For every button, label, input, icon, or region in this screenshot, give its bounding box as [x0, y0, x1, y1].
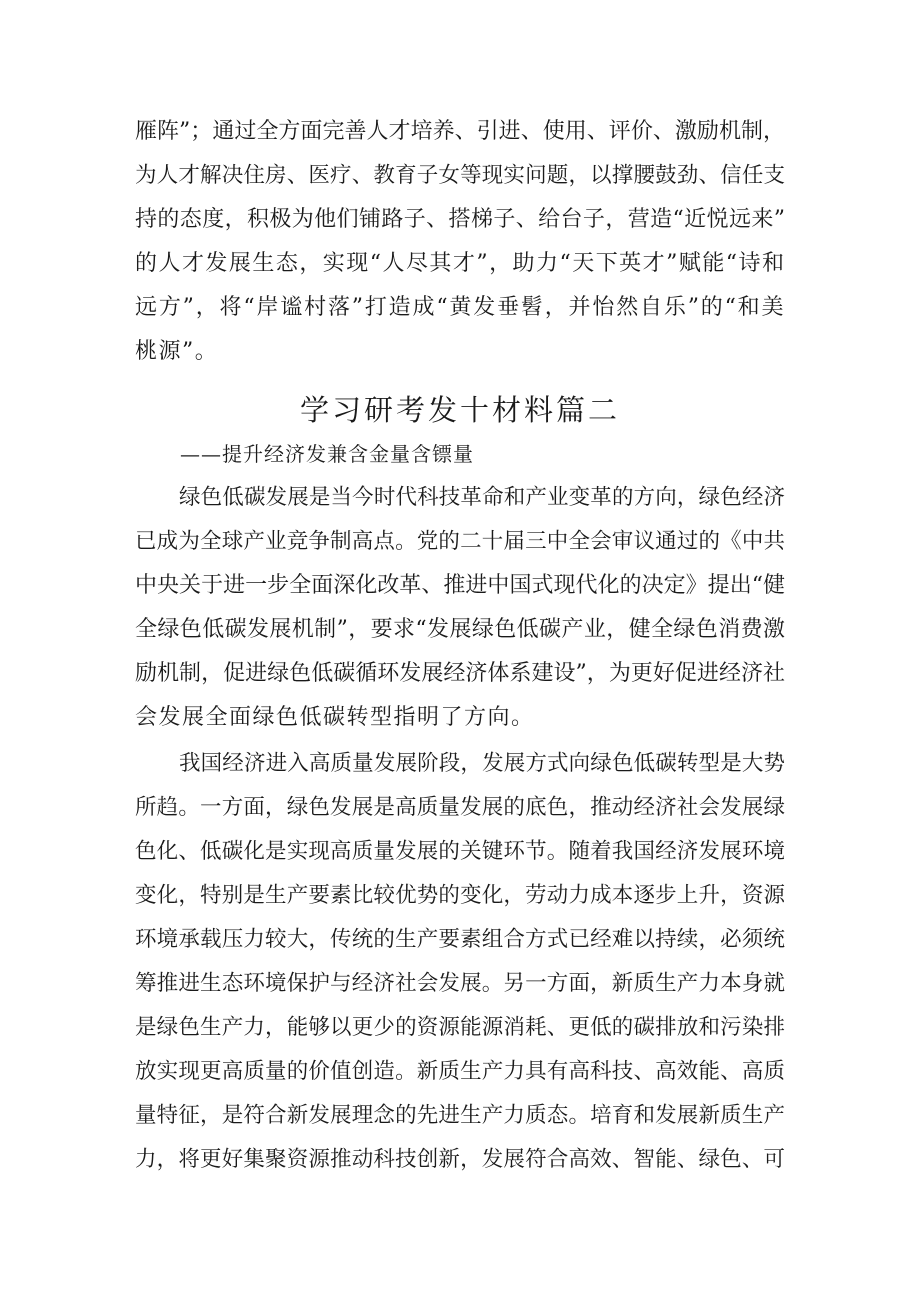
paragraph-line: 环境承载压力较大，传统的生产要素组合方式已经难以持续，必须统 — [135, 927, 785, 952]
paragraph-line: 持的态度，积极为他们铺路子、搭梯子、给台子，营造“近悦远来” — [135, 207, 785, 232]
paragraph-line: 全绿色低碳发展机制”，要求“发展绿色低碳产业，健全绿色消费激 — [135, 617, 785, 642]
paragraph-line: 是绿色生产力，能够以更少的资源能源消耗、更低的碳排放和污染排 — [135, 1015, 785, 1040]
paragraph-line: 雁阵”；通过全方面完善人才培养、引进、使用、评价、激励机制， — [135, 119, 785, 144]
paragraph-line: 中央关于进一步全面深化改革、推进中国式现代化的决定》提出“健 — [135, 573, 785, 598]
paragraph-line: 所趋。一方面，绿色发展是高质量发展的底色，推动经济社会发展绿 — [135, 795, 785, 820]
paragraph-line: 量特征，是符合新发展理念的先进生产力质态。培育和发展新质生产 — [135, 1103, 785, 1128]
section-subtitle: ——提升经济发兼含金量含镖量 — [180, 442, 474, 466]
paragraph-line: 励机制，促进绿色低碳循环发展经济体系建设”，为更好促进经济社 — [135, 661, 785, 686]
section-title: 学习研考发十材料篇二 — [299, 393, 620, 427]
paragraph-line: 为人才解决住房、医疗、教育子女等现实问题，以撑腰鼓劲、信任支 — [135, 163, 785, 188]
paragraph-line: 的人才发展生态，实现“人尽其才”，助力“天下英才”赋能“诗和 — [135, 251, 785, 276]
paragraph-line: 放实现更高质量的价值创造。新质生产力具有高科技、高效能、高质 — [135, 1059, 785, 1084]
paragraph-line: 色化、低碳化是实现高质量发展的关键环节。随着我国经济发展环境 — [135, 839, 785, 864]
paragraph-line: 力，将更好集聚资源推动科技创新，发展符合高效、智能、绿色、可 — [135, 1147, 785, 1172]
paragraph-line: 已成为全球产业竞争制高点。党的二十届三中全会审议通过的《中共 — [135, 529, 785, 554]
paragraph-line: 远方”，将“岸谧村落”打造成“黄发垂髫，并怡然自乐”的“和美 — [135, 295, 785, 320]
paragraph-line: 变化，特别是生产要素比较优势的变化，劳动力成本逐步上升，资源 — [135, 883, 785, 908]
paragraph-line: 会发展全面绿色低碳转型指明了方向。 — [135, 705, 535, 730]
paragraph-line: 绿色低碳发展是当今时代科技革命和产业变革的方向，绿色经济 — [179, 485, 785, 510]
paragraph-2 — [135, 742, 785, 1182]
paragraph-line: 筹推进生态环境保护与经济社会发展。另一方面，新质生产力本身就 — [135, 971, 785, 996]
paragraph-line: 我国经济进入高质量发展阶段，发展方式向绿色低碳转型是大势 — [179, 751, 785, 776]
paragraph-1 — [135, 476, 785, 740]
intro-paragraph — [135, 110, 785, 374]
paragraph-line: 桃源”。 — [135, 339, 219, 364]
